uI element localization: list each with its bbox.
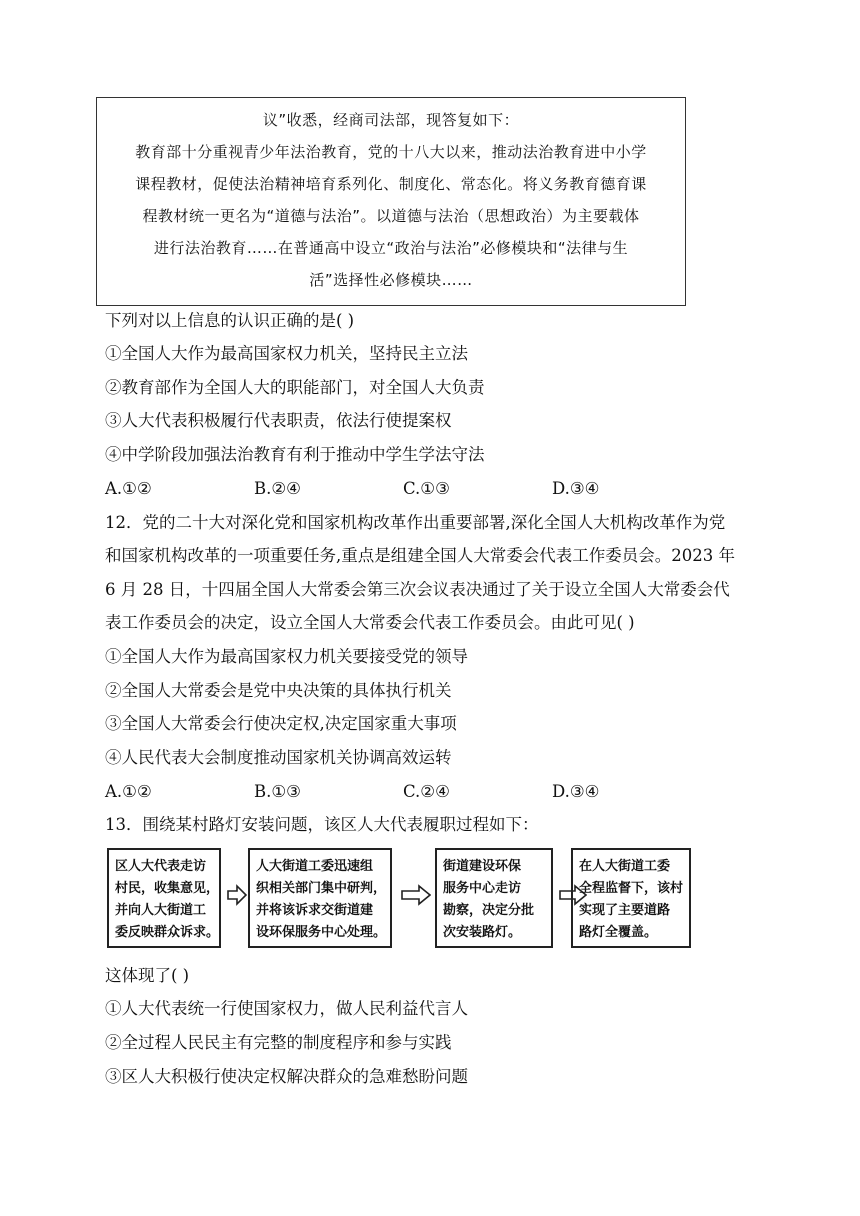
flow-step-text: 路灯全覆盖。 [579, 925, 658, 940]
flow-step-1 [107, 848, 221, 948]
q11-option-d[interactable]: D.③④ [552, 479, 600, 498]
q11-statement-3: ③人大代表积极履行代表职责，依法行使提案权 [105, 411, 452, 430]
q11-statement-2: ②教育部作为全国人大的职能部门，对全国人大负责 [105, 378, 485, 397]
material-line: 教育部十分重视青少年法治教育，党的十八大以来，推动法治教育进中小学 [135, 143, 647, 161]
flow-step-text: 人大街道工委迅速组 [256, 859, 374, 874]
q12-statement-4: ④人民代表大会制度推动国家机关协调高效运转 [105, 748, 452, 767]
flow-step-text: 服务中心走访 [443, 881, 522, 896]
q12-stem-line: 6 月 28 日，十四届全国人大常委会第三次会议表决通过了关于设立全国人大常委会代 [105, 580, 730, 599]
q12-stem-line: 表工作委员会的决定，设立全国人大常委会代表工作委员会。由此可见( ) [105, 613, 635, 632]
q13-follow: 这体现了( ) [105, 966, 190, 985]
flow-step-text: 设环保服务中心处理。 [256, 925, 387, 940]
flow-step-text: 区人大代表走访 [115, 859, 207, 874]
q13-statement-3: ③区人大积极行使决定权解决群众的急难愁盼问题 [105, 1067, 468, 1086]
flow-step-text: 委反映群众诉求。 [115, 925, 220, 940]
flow-step-text: 实现了主要道路 [579, 903, 671, 918]
flow-step-text: 并向人大街道工 [115, 903, 207, 918]
flow-step-3 [435, 848, 553, 948]
flow-step-text: 在人大街道工委 [579, 859, 671, 874]
material-line: 程教材统一更名为“道德与法治”。以道德与法治（思想政治）为主要载体 [142, 207, 640, 225]
material-quote-box [96, 97, 686, 306]
q11-stem: 下列对以上信息的认识正确的是( ) [105, 311, 355, 330]
q13-flow-diagram [107, 848, 691, 948]
material-line: 活”选择性必修模块…… [309, 271, 473, 289]
right-arrow-icon [401, 884, 431, 906]
flow-step-text: 街道建设环保 [443, 859, 522, 874]
q12-option-a[interactable]: A.①② [105, 782, 152, 801]
q13-stem: 13．围绕某村路灯安装问题，该区人大代表履职过程如下： [105, 815, 539, 834]
q12-option-c[interactable]: C.②④ [403, 782, 450, 801]
q12-statement-1: ①全国人大作为最高国家权力机关要接受党的领导 [105, 647, 468, 666]
flow-step-text: 勘察，决定分批 [443, 903, 535, 918]
material-line: 进行法治教育……在普通高中设立“政治与法治”必修模块和“法律与生 [153, 239, 629, 257]
q11-option-c[interactable]: C.①③ [403, 479, 450, 498]
q11-option-a[interactable]: A.①② [105, 479, 152, 498]
q11-statement-4: ④中学阶段加强法治教育有利于推动中学生学法守法 [105, 445, 485, 464]
q12-option-d[interactable]: D.③④ [552, 782, 600, 801]
material-line: 议”收悉，经商司法部，现答复如下： [262, 111, 520, 129]
q12-option-b[interactable]: B.①③ [254, 782, 301, 801]
q12-stem-line: 12．党的二十大对深化党和国家机构改革作出重要部署,深化全国人大机构改革作为党 [105, 513, 726, 532]
q12-statement-3: ③全国人大常委会行使决定权,决定国家重大事项 [105, 714, 457, 733]
flow-step-text: 村民，收集意见， [115, 881, 220, 896]
q13-statement-2: ②全过程人民民主有完整的制度程序和参与实践 [105, 1033, 452, 1052]
flow-step-2 [248, 848, 392, 948]
q12-stem-line: 和国家机构改革的一项重要任务,重点是组建全国人大常委会代表工作委员会。2023 年 [105, 546, 735, 565]
flow-step-text: 并将该诉求交街道建 [256, 903, 374, 918]
q11-statement-1: ①全国人大作为最高国家权力机关，坚持民主立法 [105, 344, 468, 363]
flow-step-text: 织相关部门集中研判， [256, 881, 387, 896]
q11-option-b[interactable]: B.②④ [254, 479, 301, 498]
flow-step-text: 全程监督下，该村 [579, 881, 684, 896]
flow-step-4 [571, 848, 691, 948]
q13-statement-1: ①人大代表统一行使国家权力，做人民利益代言人 [105, 999, 468, 1018]
right-arrow-icon [227, 884, 247, 906]
material-line: 课程教材，促使法治精神培育系列化、制度化、常态化。将义务教育德育课 [135, 175, 647, 193]
q12-statement-2: ②全国人大常委会是党中央决策的具体执行机关 [105, 681, 452, 700]
flow-step-text: 次安装路灯。 [443, 925, 522, 940]
